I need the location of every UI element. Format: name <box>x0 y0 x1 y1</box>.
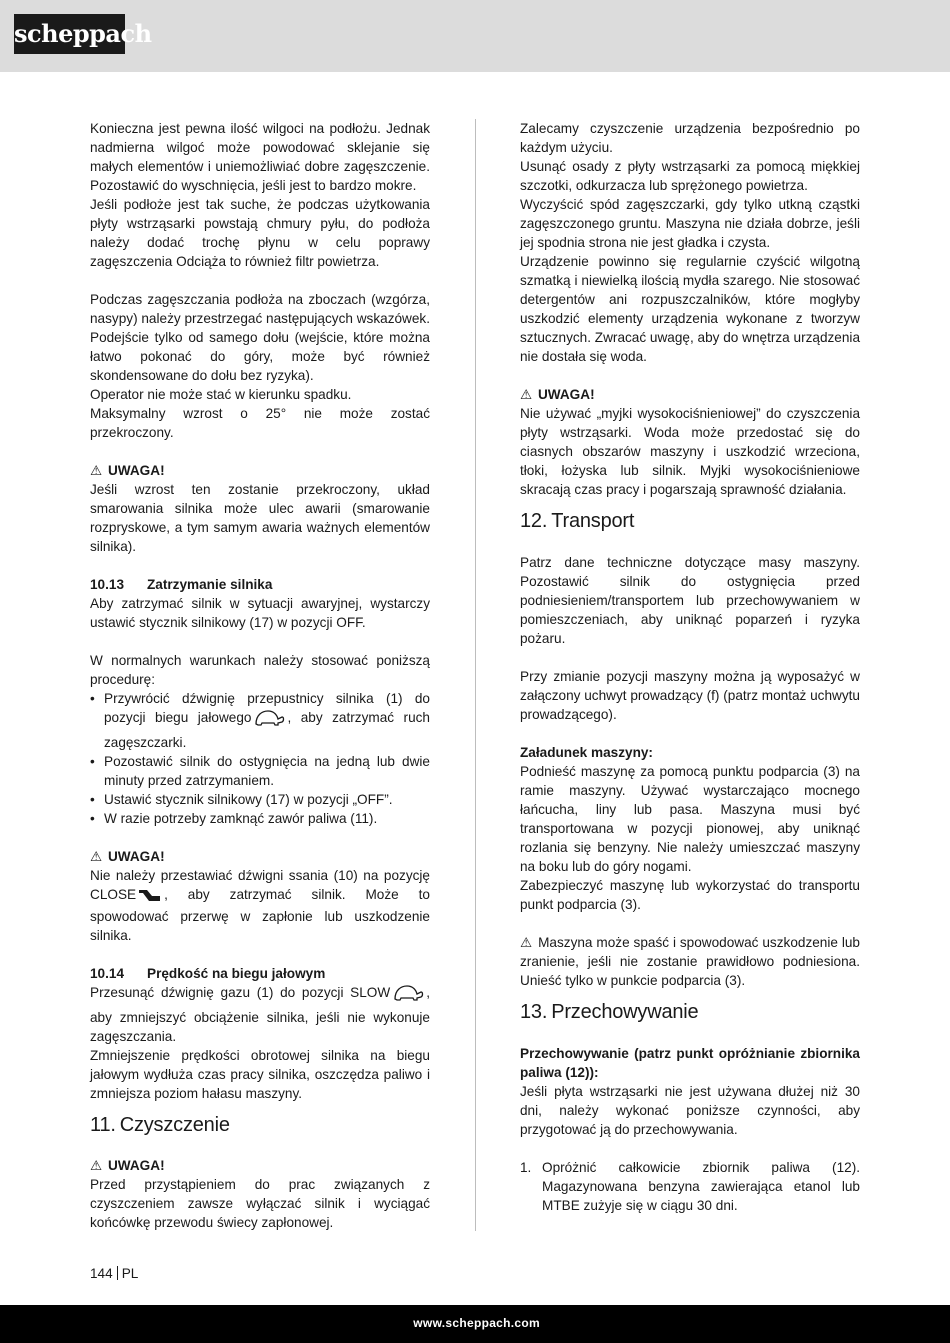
scheppach-logo: scheppach <box>14 14 125 54</box>
warning-triangle-icon: ⚠ <box>90 1158 103 1173</box>
turtle-icon <box>392 983 424 1008</box>
paragraph: Przesunąć dźwignię gazu (1) do pozycji SLOW , aby zmniejszyć obciążenie silnika, jeśli nie wykonuje zagęszczania. <box>90 985 430 1044</box>
subsection-heading: Przechowywanie (patrz punkt opróżnianie zbiornika paliwa (12)): <box>520 1046 860 1080</box>
section-heading-11: 11. Czyszczenie <box>90 1114 230 1136</box>
header-bar <box>0 0 950 72</box>
paragraph: Zabezpieczyć maszynę lub wykorzystać do transportu punkt podparcia (3). <box>520 878 860 912</box>
right-column <box>520 119 860 1215</box>
paragraph: Maksymalny wzrost o 25° nie może zostać przekroczony. <box>90 406 430 440</box>
list-item: • Ustawić stycznik silnikowy (17) w pozycji „OFF”. <box>90 790 430 809</box>
storage-steps-list <box>520 1158 860 1215</box>
paragraph: Zalecamy czyszczenie urządzenia bezpośrednio po każdym użyciu. <box>520 121 860 155</box>
paragraph: Patrz dane techniczne dotyczące masy maszyny. Pozostawić silnik do ostygnięcia przed podniesieniem/transportem lub przechowywaniem w pomieszczeniach, aby uniknąć poparzeń i ryzyka pożaru. <box>520 555 860 646</box>
paragraph: Jeśli płyta wstrząsarki nie jest używana dłużej niż 30 dni, należy wykonać poniższe czynności, aby przygotować ją do przechowywania. <box>520 1084 860 1137</box>
procedure-list <box>90 689 430 828</box>
warning-text: Jeśli wzrost ten zostanie przekroczony, układ smarowania silnika może ulec awarii (smarowanie rozpryskowe, a tym samym awaria ważnych elementów silnika). <box>90 482 430 554</box>
page-number: 144 PL <box>90 1266 139 1281</box>
paragraph: Jeśli podłoże jest tak suche, że podczas użytkowania płyty wstrząsarki powstają chmury pyłu, do podłoża należy dodać trochę płynu w celu poprawy zagęszczenia Odciąża to również filtr powietrza. <box>90 197 430 269</box>
list-item: • Pozostawić silnik do ostygnięcia na jedną lub dwie minuty przed zatrzymaniem. <box>90 752 430 790</box>
warning-text: ⚠ Maszyna może spaść i spowodować uszkodzenie lub zranienie, jeśli nie zostanie prawidłowo podniesiona. Unieść tylko w punkcie podparcia (3). <box>520 935 860 988</box>
list-item: • Przywrócić dźwignię przepustnicy silnika (1) do pozycji biegu jałowego , aby zatrzymać ruch zagęszczarki. <box>90 689 430 752</box>
paragraph: Podejście tylko od samego dołu (wejście, które można łatwo pokonać do góry, może być również skondensowane do dołu bez ryzyka). <box>90 330 430 383</box>
warning-heading: ⚠ UWAGA! <box>520 387 595 402</box>
paragraph: W normalnych warunkach należy stosować poniższą procedurę: <box>90 653 430 687</box>
section-heading-10-13: 10.13 Zatrzymanie silnika <box>90 577 273 592</box>
left-column <box>90 119 430 1232</box>
paragraph: Aby zatrzymać silnik w sytuacji awaryjnej, wystarczy ustawić stycznik silnikowy (17) w pozycji OFF. <box>90 596 430 630</box>
paragraph: Urządzenie powinno się regularnie czyścić wilgotną szmatką i niewielką ilością mydła szarego. Nie stosować detergentów ani rozpuszczalników, które mogłyby uszkodzić elementy urządzenia wykonane z tworzyw sztucznych. Zwracać uwagę, aby do wnętrza urządzenia nie dostała się woda. <box>520 254 861 364</box>
paragraph: Wyczyścić spód zagęszczarki, gdy tylko utkną cząstki zagęszczonego gruntu. Maszyna nie działa dobrze, jeśli jej spodnia strona nie jest gładka i czysta. <box>520 197 860 250</box>
warning-triangle-icon: ⚠ <box>520 387 533 402</box>
warning-text: Przed przystąpieniem do prac związanych z czyszczeniem zawsze wyłączać silnik i wyciągać końcówkę przewodu świecy zapłonowej. <box>90 1177 430 1230</box>
warning-triangle-icon: ⚠ <box>90 849 103 864</box>
list-item: • W razie potrzeby zamknąć zawór paliwa (11). <box>90 809 430 828</box>
paragraph: Podczas zagęszczania podłoża na zboczach (wzgórza, nasypy) należy przestrzegać następujących wskazówek. <box>90 292 431 326</box>
turtle-icon <box>253 708 285 733</box>
warning-text: Nie używać „myjki wysokociśnieniowej” do czyszczenia płyty wstrząsarki. Woda może przedostać się do ciasnych obszarów maszyny i uszkodzić wrzeciona, tłoki, łożyska lub silnik. Myjki wysokociśnieniowe skracają czas pracy i pogarszają sprawność działania. <box>520 406 860 497</box>
paragraph: Przy zmianie pozycji maszyny można ją wyposażyć w załączony uchwyt prowadzący (f) (patrz montaż uchwytu prowadzącego). <box>520 669 860 722</box>
paragraph: Podnieść maszynę za pomocą punktu podparcia (3) na ramie maszyny. Używać wystarczająco mocnego łańcucha, liny lub pasa. Maszyna musi być transportowana w pozycji pionowej, aby uniknąć rozlania się benzyny. Nie należy umieszczać maszyny na boku lub do góry nogami. <box>520 764 860 874</box>
list-item: 1. Opróżnić całkowicie zbiornik paliwa (12). Magazynowana benzyna zawierająca etanol lub MTBE zużyje się w ciągu 30 dni. <box>520 1160 860 1213</box>
warning-heading: ⚠ UWAGA! <box>90 1158 165 1173</box>
website-link[interactable]: www.scheppach.com <box>413 1316 540 1330</box>
paragraph: Zmniejszenie prędkości obrotowej silnika na biegu jałowym wydłuża czas pracy silnika, oszczędza paliwo i zmniejsza poziom hałasu maszyny. <box>90 1048 430 1101</box>
choke-close-icon <box>138 888 162 907</box>
warning-heading: ⚠ UWAGA! <box>90 849 165 864</box>
warning-triangle-icon: ⚠ <box>520 935 533 950</box>
footer-bar <box>0 1305 950 1343</box>
section-heading-13: 13. Przechowywanie <box>520 1001 699 1023</box>
section-heading-10-14: 10.14 Prędkość na biegu jałowym <box>90 966 326 981</box>
paragraph: Operator nie może stać w kierunku spadku. <box>90 387 352 402</box>
warning-triangle-icon: ⚠ <box>90 463 103 478</box>
section-heading-12: 12. Transport <box>520 510 635 532</box>
warning-heading: ⚠ UWAGA! <box>90 463 165 478</box>
warning-text: Nie należy przestawiać dźwigni ssania (10) na pozycję CLOSE , aby zatrzymać silnik. Może to spowodować przerwę w zapłonie lub uszkodzenie silnika. <box>90 868 430 943</box>
column-divider <box>475 119 476 1231</box>
subsection-heading: Załadunek maszyny: <box>520 745 653 760</box>
paragraph: Usunąć osady z płyty wstrząsarki za pomocą miękkiej szczotki, odkurzacza lub sprężonego powietrza. <box>520 159 860 193</box>
paragraph: Konieczna jest pewna ilość wilgoci na podłożu. Jednak nadmierna wilgoć może powodować sklejanie się małych elementów i uniemożliwiać dobre zagęszczenie. Pozostawić do wyschnięcia, jeśli jest to bardzo mokre. <box>90 121 430 193</box>
